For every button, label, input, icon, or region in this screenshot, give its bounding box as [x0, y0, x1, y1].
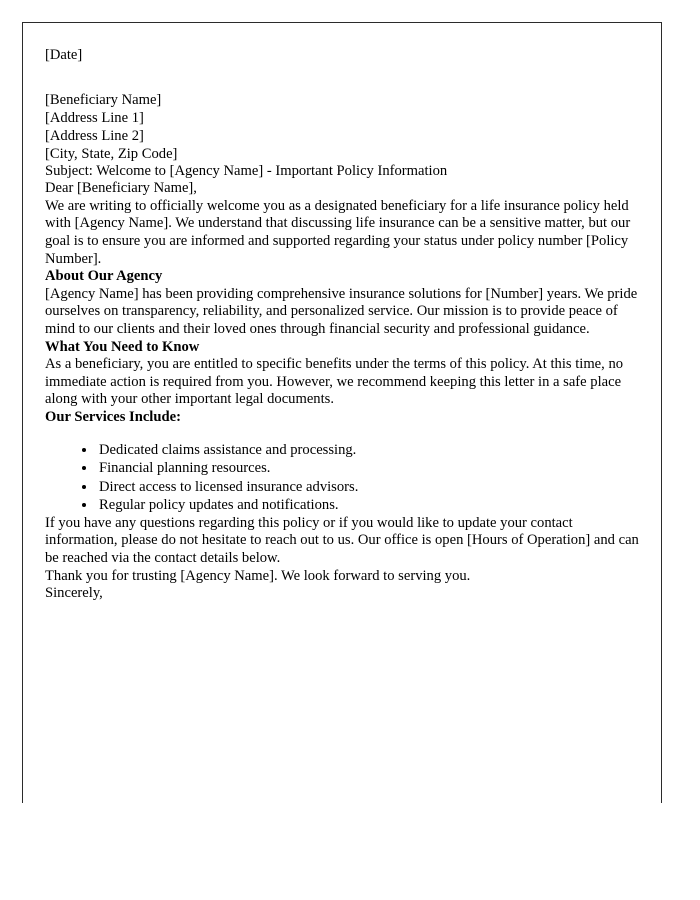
- address-line-beneficiary-name: [Beneficiary Name]: [45, 91, 162, 108]
- list-item: • Direct access to licensed insurance advisors.: [97, 478, 639, 497]
- section-heading-what-you-need-to-know: What You Need to Know: [45, 338, 200, 355]
- section-body-about-our-agency: [Agency Name] has been providing comprehensive insurance solutions for [Number] years. We pride ourselves on transparency, reliability, and personalized service. Our mission is to provide peace of mind to our clients and their loved ones through financial security and professional guidance.: [45, 285, 638, 337]
- list-item: • Dedicated claims assistance and processing.: [97, 441, 639, 460]
- salutation: Dear [Beneficiary Name],: [45, 180, 197, 197]
- list-item: • Regular policy updates and notifications.: [97, 496, 639, 515]
- date-placeholder: [Date]: [45, 47, 83, 63]
- recipient-address-block: [45, 91, 639, 163]
- section-heading-about-our-agency: About Our Agency: [45, 268, 163, 285]
- list-item: • Financial planning resources.: [97, 459, 639, 478]
- services-list: [45, 441, 639, 515]
- address-line-2: [Address Line 2]: [45, 127, 144, 144]
- subject-line: Subject: Welcome to [Agency Name] - Important Policy Information: [45, 162, 448, 179]
- section-body-what-you-need-to-know: As a beneficiary, you are entitled to specific benefits under the terms of this policy. At this time, no immediate action is required from you. However, we recommend keeping this letter in a safe place along with your other important legal documents.: [45, 356, 624, 408]
- letter-page-sheet: [22, 22, 662, 803]
- thanks-paragraph: Thank you for trusting [Agency Name]. We look forward to serving you.: [45, 567, 471, 584]
- section-heading-our-services-include: Our Services Include:: [45, 408, 181, 425]
- contact-paragraph: If you have any questions regarding this policy or if you would like to update your contact information, please do not hesitate to reach out to us. Our office is open [Hours of Operation] and can be reached via the contact details below.: [45, 514, 639, 567]
- intro-paragraph: We are writing to officially welcome you as a designated beneficiary for a life insurance policy held with [Agency Name]. We understand that discussing life insurance can be a sensitive matter, but our goal is to ensure you are informed and supported regarding your status under policy number [Policy Number].: [45, 197, 631, 267]
- letter-body: [23, 23, 661, 603]
- address-line-1: [Address Line 1]: [45, 109, 144, 126]
- closing-salutation: Sincerely,: [45, 585, 103, 602]
- address-line-city-state-zip: [City, State, Zip Code]: [45, 145, 178, 162]
